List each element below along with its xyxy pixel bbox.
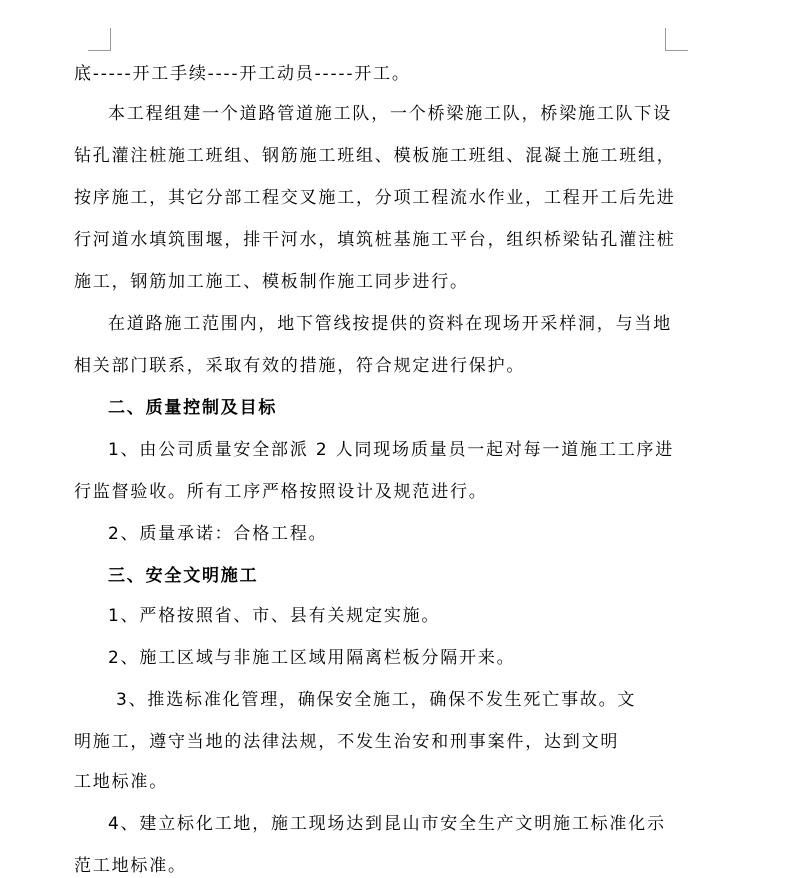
margin-corner-mark-right	[665, 28, 688, 51]
text-line: 底-----开工手续----开工动员-----开工。	[74, 64, 411, 84]
text-line: 在道路施工范围内，地下管线按提供的资料在现场开采样洞，与当地	[108, 314, 672, 334]
text-line: 相关部门联系，采取有效的措施，符合规定进行保护。	[74, 356, 526, 376]
text-line: 施工，钢筋加工施工、模板制作施工同步进行。	[74, 272, 469, 292]
text-line: 范工地标准。	[74, 856, 187, 876]
text-line: 1、严格按照省、市、县有关规定实施。	[108, 606, 441, 626]
text-line: 钻孔灌注桩施工班组、钢筋施工班组、模板施工班组、混凝土施工班组，	[74, 146, 676, 166]
section-heading: 二、质量控制及目标	[108, 398, 278, 418]
text-line: 行监督验收。所有工序严格按照设计及规范进行。	[74, 482, 488, 502]
text-line: 2、施工区域与非施工区域用隔离栏板分隔开来。	[108, 648, 516, 668]
text-line: 本工程组建一个道路管道施工队，一个桥梁施工队，桥梁施工队下设	[108, 104, 672, 124]
text-line: 4、建立标化工地，施工现场达到昆山市安全生产文明施工标准化示	[108, 814, 666, 834]
text-line: 明施工，遵守当地的法律法规，不发生治安和刑事案件，达到文明	[74, 732, 620, 752]
text-line: 1、由公司质量安全部派 2 人同现场质量员一起对每一道施工工序进	[108, 440, 675, 460]
text-line: 2、质量承诺：合格工程。	[108, 524, 328, 544]
text-line: 工地标准。	[74, 772, 168, 792]
text-line: 按序施工，其它分部工程交叉施工，分项工程流水作业，工程开工后先进	[74, 188, 676, 208]
text-line: 行河道水填筑围堰，排干河水，填筑桩基施工平台，组织桥梁钻孔灌注桩	[74, 230, 676, 250]
section-heading: 三、安全文明施工	[108, 566, 259, 586]
margin-corner-mark-left	[88, 28, 111, 51]
text-line: 3、推选标准化管理，确保安全施工，确保不发生死亡事故。文	[116, 690, 637, 710]
